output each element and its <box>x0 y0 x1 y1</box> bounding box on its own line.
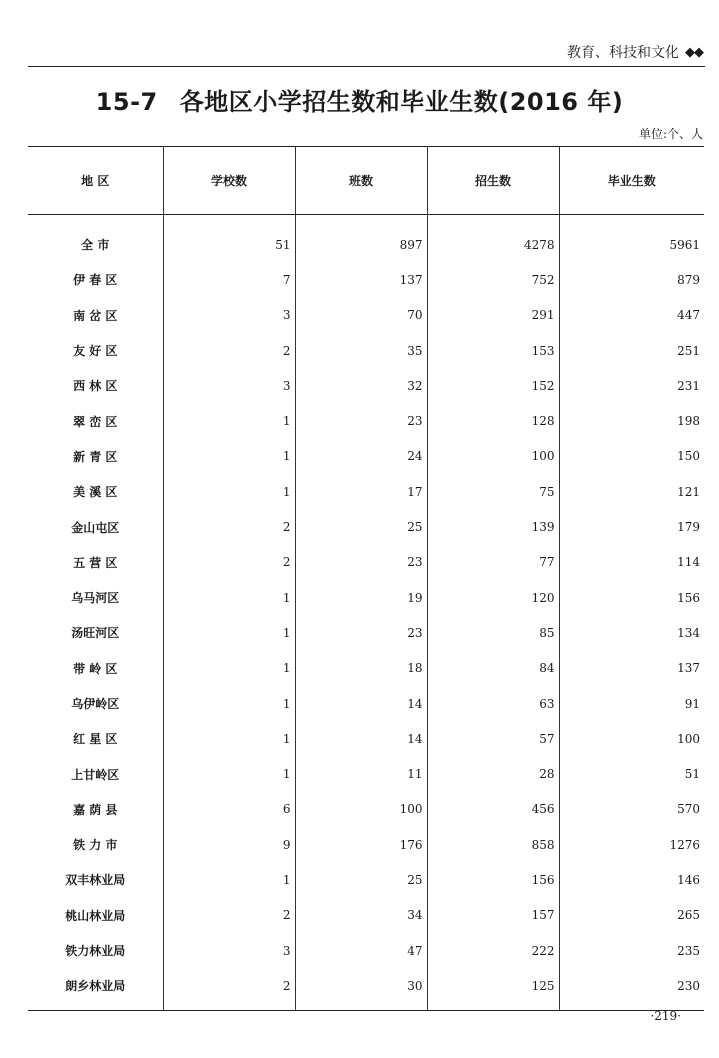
table-row <box>28 215 704 263</box>
classes-cell: 100 <box>295 792 427 827</box>
enrollment-cell: 156 <box>427 862 559 897</box>
enrollment-cell: 125 <box>427 968 559 1010</box>
classes-cell: 19 <box>295 580 427 615</box>
graduates-cell: 121 <box>559 474 704 509</box>
schools-cell: 3 <box>163 368 295 403</box>
region-cell: 朗乡林业局 <box>28 968 163 1010</box>
table-row <box>28 651 704 686</box>
schools-cell: 6 <box>163 792 295 827</box>
schools-cell: 1 <box>163 615 295 650</box>
schools-cell: 2 <box>163 545 295 580</box>
table-row <box>28 333 704 368</box>
table-row <box>28 933 704 968</box>
graduates-cell: 51 <box>559 756 704 791</box>
schools-cell: 1 <box>163 756 295 791</box>
region-cell: 新 青 区 <box>73 449 118 464</box>
enrollment-cell: 157 <box>427 898 559 933</box>
region-cell: 翠 峦 区 <box>73 414 118 429</box>
region-cell: 铁 力 市 <box>73 838 118 853</box>
schools-cell: 2 <box>163 898 295 933</box>
graduates-cell: 156 <box>559 580 704 615</box>
page-title <box>0 82 719 117</box>
schools-cell: 1 <box>163 721 295 756</box>
statistics-table <box>28 146 704 1011</box>
enrollment-cell: 4278 <box>427 215 559 263</box>
region-cell: 五 营 区 <box>73 555 118 570</box>
table-number: 15-7 <box>95 88 158 116</box>
table-row <box>28 756 704 791</box>
title-text: 各地区小学招生数和毕业生数(2016 年) <box>179 88 624 116</box>
enrollment-cell: 139 <box>427 509 559 544</box>
region-cell: 南 岔 区 <box>73 308 118 323</box>
region-cell: 双丰林业局 <box>65 873 126 888</box>
table-row <box>28 792 704 827</box>
column-header-graduates: 毕业生数 <box>559 147 704 215</box>
table-row <box>28 968 704 1010</box>
table-row <box>28 580 704 615</box>
region-cell: 美 溪 区 <box>73 485 118 500</box>
enrollment-cell: 152 <box>427 368 559 403</box>
graduates-cell: 198 <box>559 403 704 438</box>
schools-cell: 51 <box>163 215 295 263</box>
unit-label: 单位:个、人 <box>638 127 703 141</box>
enrollment-cell: 153 <box>427 333 559 368</box>
classes-cell: 23 <box>295 403 427 438</box>
enrollment-cell: 752 <box>427 262 559 297</box>
region-cell: 铁力林业局 <box>65 944 126 959</box>
enrollment-cell: 291 <box>427 298 559 333</box>
column-header-region: 地 区 <box>28 147 163 215</box>
region-cell: 乌马河区 <box>71 591 120 606</box>
classes-cell: 14 <box>295 686 427 721</box>
region-cell: 全 市 <box>81 238 110 253</box>
classes-cell: 23 <box>295 615 427 650</box>
enrollment-cell: 222 <box>427 933 559 968</box>
classes-cell: 30 <box>295 968 427 1010</box>
schools-cell: 1 <box>163 686 295 721</box>
graduates-cell: 114 <box>559 545 704 580</box>
region-cell: 汤旺河区 <box>71 626 120 641</box>
classes-cell: 47 <box>295 933 427 968</box>
schools-cell: 1 <box>163 651 295 686</box>
graduates-cell: 235 <box>559 933 704 968</box>
column-header-classes: 班数 <box>295 147 427 215</box>
enrollment-cell: 85 <box>427 615 559 650</box>
table-row <box>28 439 704 474</box>
region-cell: 友 好 区 <box>73 344 118 359</box>
graduates-cell: 5961 <box>559 215 704 263</box>
graduates-cell: 100 <box>559 721 704 756</box>
schools-cell: 1 <box>163 862 295 897</box>
table-body <box>28 215 704 1011</box>
region-cell: 伊 春 区 <box>73 273 118 288</box>
classes-cell: 24 <box>295 439 427 474</box>
table-row <box>28 509 704 544</box>
enrollment-cell: 858 <box>427 827 559 862</box>
graduates-cell: 179 <box>559 509 704 544</box>
table-row <box>28 686 704 721</box>
table-row <box>28 262 704 297</box>
schools-cell: 1 <box>163 403 295 438</box>
classes-cell: 18 <box>295 651 427 686</box>
diamond-icon: ◆◆ <box>685 44 703 60</box>
graduates-cell: 146 <box>559 862 704 897</box>
schools-cell: 2 <box>163 333 295 368</box>
table-row <box>28 615 704 650</box>
enrollment-cell: 57 <box>427 721 559 756</box>
classes-cell: 25 <box>295 862 427 897</box>
graduates-cell: 231 <box>559 368 704 403</box>
region-cell: 乌伊岭区 <box>71 697 120 711</box>
enrollment-cell: 75 <box>427 474 559 509</box>
table-row <box>28 545 704 580</box>
graduates-cell: 1276 <box>559 827 704 862</box>
table-row <box>28 368 704 403</box>
enrollment-cell: 77 <box>427 545 559 580</box>
header-divider <box>28 66 705 67</box>
classes-cell: 897 <box>295 215 427 263</box>
enrollment-cell: 28 <box>427 756 559 791</box>
classes-cell: 70 <box>295 298 427 333</box>
schools-cell: 1 <box>163 474 295 509</box>
region-cell: 带 岭 区 <box>73 661 118 676</box>
graduates-cell: 91 <box>559 686 704 721</box>
schools-cell: 2 <box>163 968 295 1010</box>
graduates-cell: 137 <box>559 651 704 686</box>
schools-cell: 3 <box>163 933 295 968</box>
classes-cell: 11 <box>295 756 427 791</box>
schools-cell: 2 <box>163 509 295 544</box>
running-header <box>567 42 703 62</box>
column-header-schools: 学校数 <box>163 147 295 215</box>
page-number: ·219· <box>650 1009 681 1023</box>
graduates-cell: 251 <box>559 333 704 368</box>
graduates-cell: 879 <box>559 262 704 297</box>
graduates-cell: 150 <box>559 439 704 474</box>
classes-cell: 35 <box>295 333 427 368</box>
table-row <box>28 898 704 933</box>
classes-cell: 137 <box>295 262 427 297</box>
schools-cell: 3 <box>163 298 295 333</box>
enrollment-cell: 128 <box>427 403 559 438</box>
classes-cell: 176 <box>295 827 427 862</box>
table-header-row <box>28 147 704 215</box>
graduates-cell: 134 <box>559 615 704 650</box>
classes-cell: 32 <box>295 368 427 403</box>
region-cell: 金山屯区 <box>71 520 120 535</box>
table-row <box>28 862 704 897</box>
graduates-cell: 265 <box>559 898 704 933</box>
region-cell: 红 星 区 <box>73 732 118 747</box>
schools-cell: 1 <box>163 439 295 474</box>
graduates-cell: 570 <box>559 792 704 827</box>
enrollment-cell: 120 <box>427 580 559 615</box>
region-cell: 桃山林业局 <box>65 908 126 923</box>
classes-cell: 23 <box>295 545 427 580</box>
classes-cell: 17 <box>295 474 427 509</box>
table-row <box>28 721 704 756</box>
region-cell: 西 林 区 <box>73 379 118 394</box>
graduates-cell: 447 <box>559 298 704 333</box>
table-row <box>28 474 704 509</box>
section-name: 教育、科技和文化 <box>567 45 679 61</box>
table-row <box>28 298 704 333</box>
schools-cell: 9 <box>163 827 295 862</box>
schools-cell: 7 <box>163 262 295 297</box>
classes-cell: 25 <box>295 509 427 544</box>
graduates-cell: 230 <box>559 968 704 1010</box>
region-cell: 嘉 荫 县 <box>73 802 118 817</box>
table-row <box>28 827 704 862</box>
classes-cell: 14 <box>295 721 427 756</box>
table-row <box>28 403 704 438</box>
enrollment-cell: 63 <box>427 686 559 721</box>
schools-cell: 1 <box>163 580 295 615</box>
enrollment-cell: 84 <box>427 651 559 686</box>
column-header-enrollment: 招生数 <box>427 147 559 215</box>
classes-cell: 34 <box>295 898 427 933</box>
enrollment-cell: 100 <box>427 439 559 474</box>
region-cell: 上甘岭区 <box>71 767 120 782</box>
enrollment-cell: 456 <box>427 792 559 827</box>
